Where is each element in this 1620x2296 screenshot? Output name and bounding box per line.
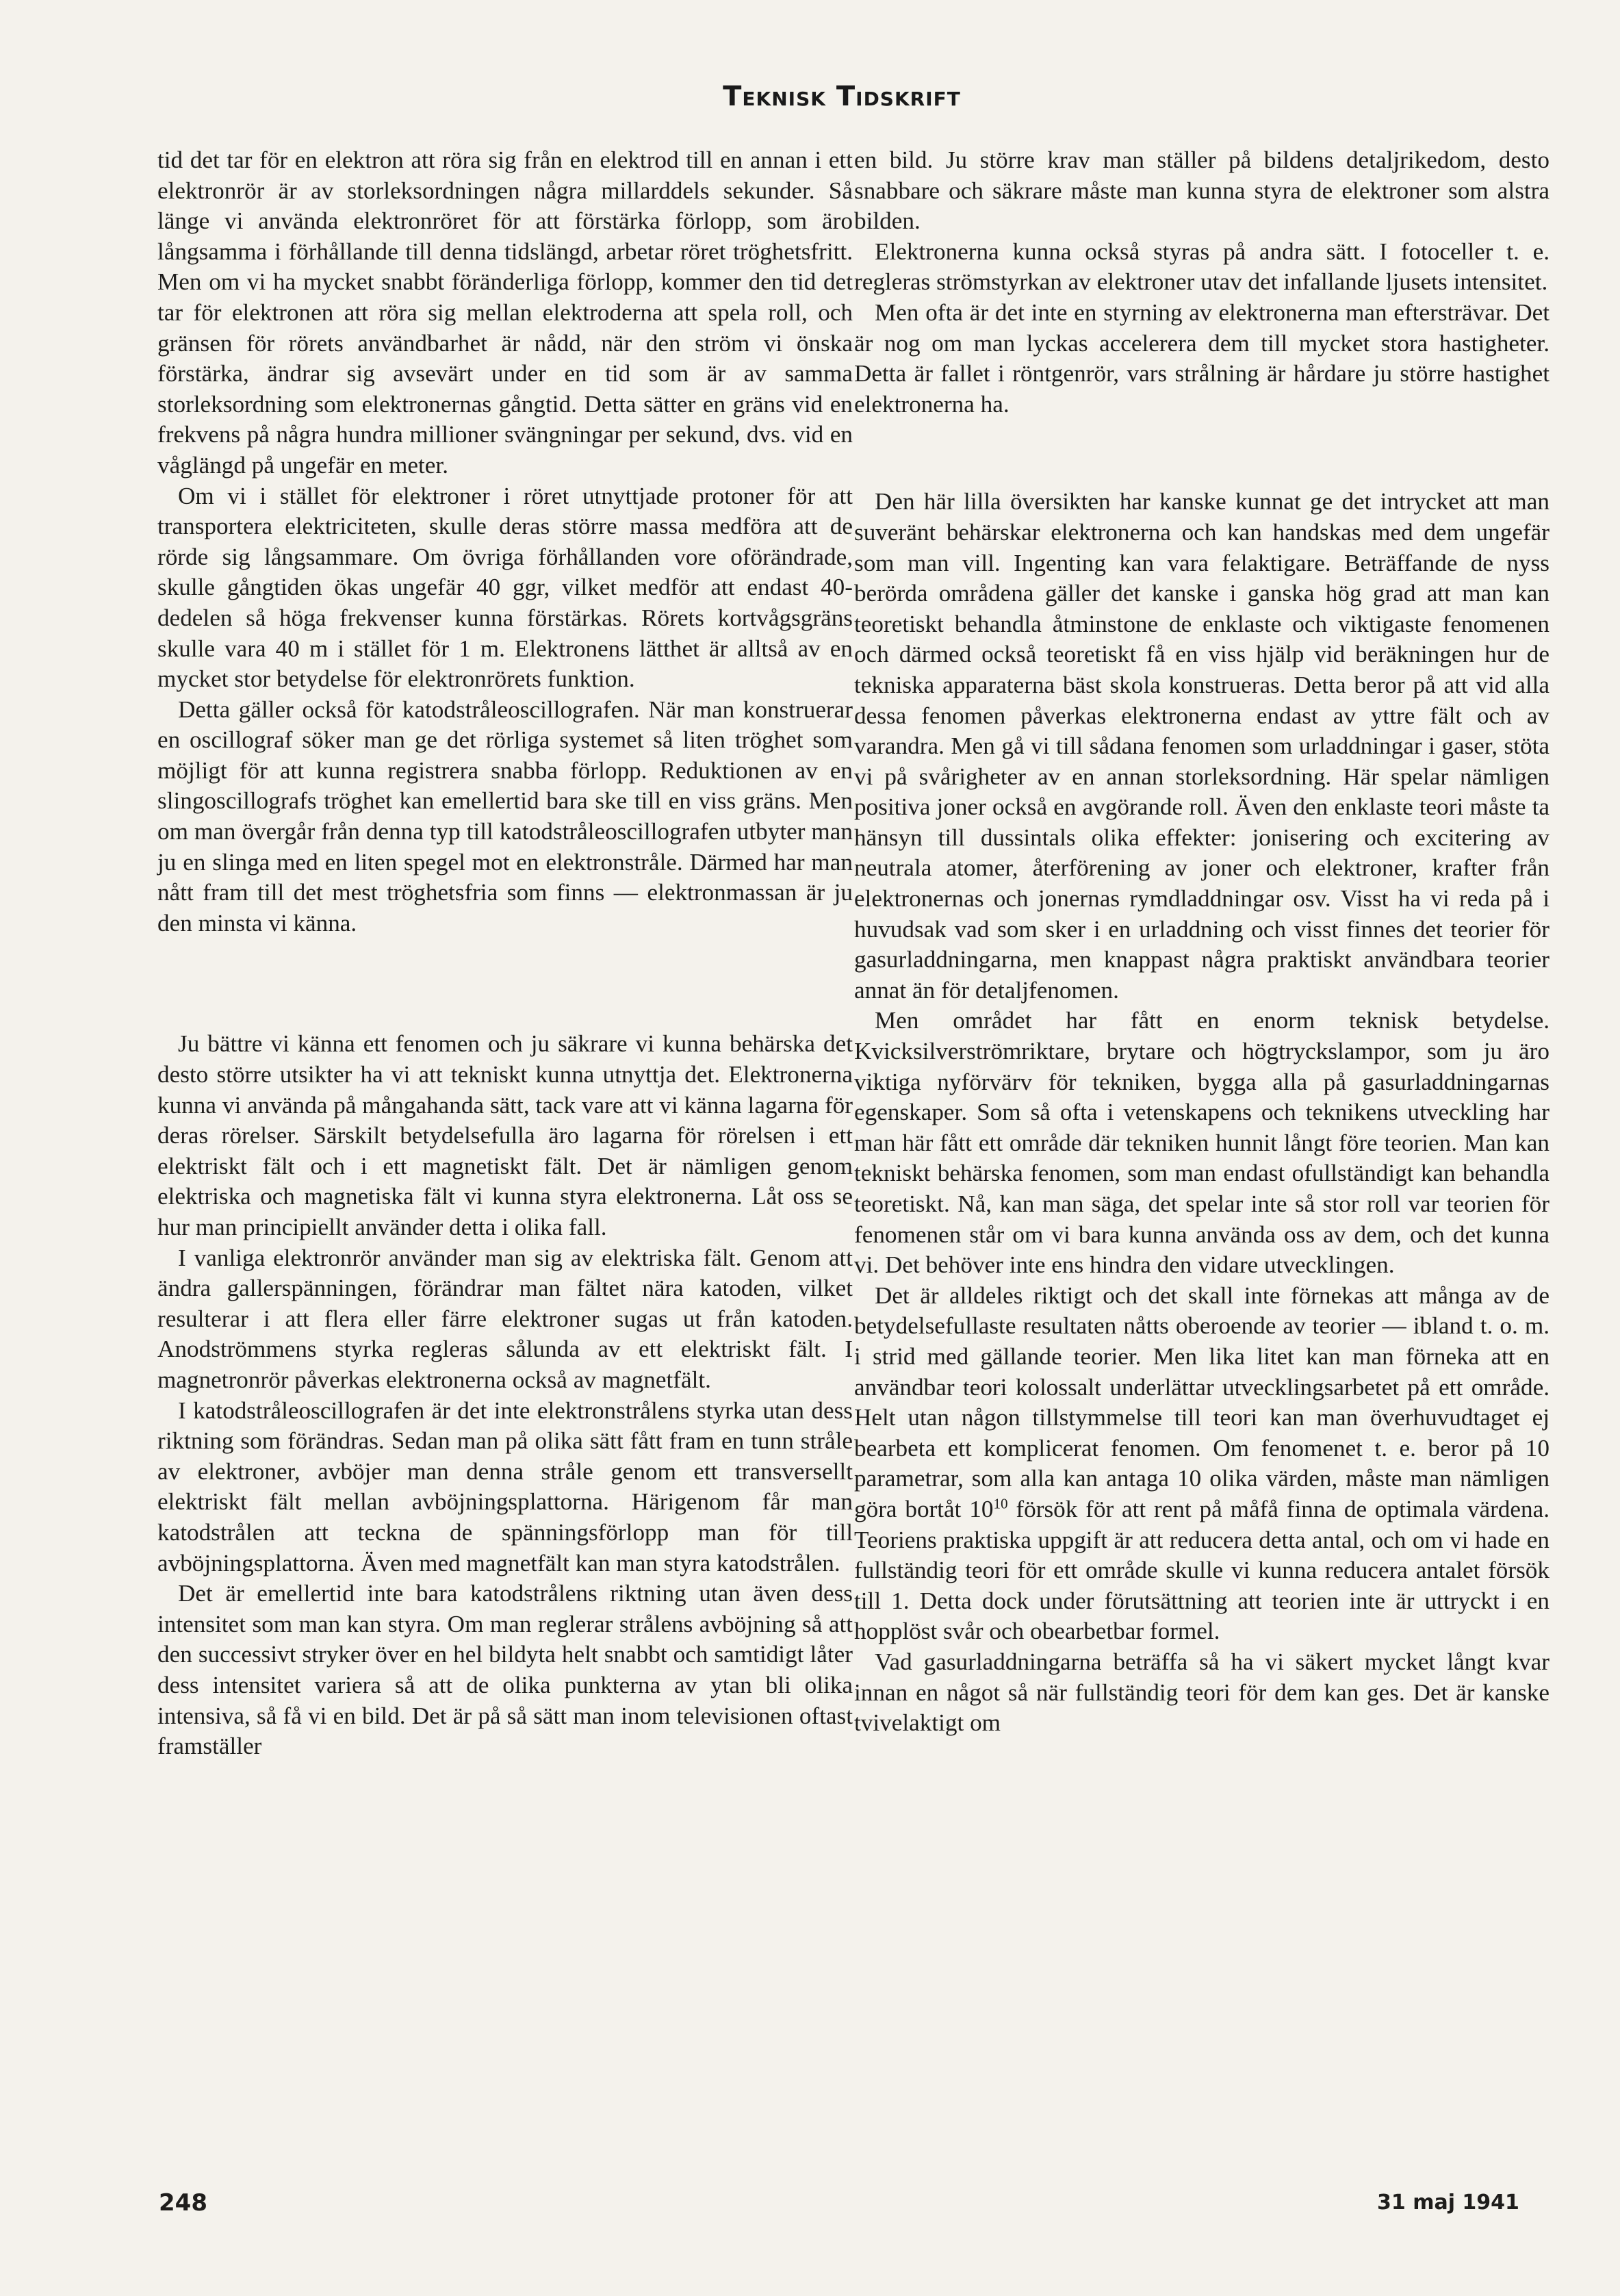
paragraph: I katodstråleoscillografen är det inte elektronstrålens styrka utan dess riktning som förändras. Sedan man på olika sätt fått fram en tunn stråle av elektroner, avböjer man denna stråle genom ett transversellt elektriskt fält mellan avböjningsplattorna. Härigenom får man katodstrålen att teckna de spänningsförlopp man för till avböjningsplattorna. Även med magnetfält kan man styra katodstrålen. <box>157 1396 853 1577</box>
paragraph-continuation: Teoriens praktiska uppgift är att reducera detta antal, och om vi hade en fullständig teori för ett område skulle vi kunna reducera antalet försök till 1. Detta dock under förutsättning att teorien inte är uttryckt i en hopplöst svår och obearbetbar formel. <box>854 1526 1550 1645</box>
paragraph: Ju bättre vi känna ett fenomen och ju säkrare vi kunna behärska det desto större utsikter ha vi att tekniskt kunna utnyttja det. Elektronerna kunna vi använda på mångahanda sätt, tack vare att vi känna lagarna för deras rörelser. Särskilt betydelsefulla äro lagarna för rörelsen i ett elektriskt fält och i ett magnetiskt fält. Det är nämligen genom elektriska och magnetiska fält vi kunna styra elektronerna. Låt oss se hur man principiellt använder detta i olika fall. <box>157 1030 853 1240</box>
paragraph: I vanliga elektronrör använder man sig av elektriska fält. Genom att ändra gallerspänningen, förändrar man fältet nära katoden, vilket resulterar i att flera eller färre elektroner sugas ut från katoden. Anodströmmens styrka regleras sålunda av ett elektriskt fält. I magnetronrör påverkas elektronerna också av magnetfält. <box>157 1244 853 1393</box>
paragraph: en bild. Ju större krav man ställer på bildens detaljrikedom, desto snabbare och säkrare måste man kunna styra de elektroner som alstra bilden. <box>854 146 1550 235</box>
formula-trailing-text: försök för att rent på måfå finna de optimala värdena. <box>1016 1495 1550 1522</box>
formula-base: 10 <box>969 1495 994 1522</box>
paragraph: Vad gasurladdningarna beträffa så ha vi säkert mycket långt kvar innan en något så när fullständig teori för dem kan ges. Det är kanske tvivelaktigt om <box>854 1648 1550 1737</box>
paragraph: tid det tar för en elektron att röra sig från en elektrod till en annan i ett elektronrör är av storleksordningen några millarddels sekunder. Så länge vi använda elektronröret för att förstärka förlopp, som äro långsamma i förhållande till denna tidslängd, arbetar röret tröghetsfritt. Men om vi ha mycket snabbt föränderliga förlopp, kommer den tid det tar för elektronen att röra sig mellan elektroderna att spela roll, och gränsen för rörets användbarhet är nådd, när den ström vi önska förstärka, ändrar sig avsevärt under en tid som är av samma storleksordning som elektronernas gångtid. Detta sätter en gräns vid en frekvens på några hundra millioner svängningar per sekund, dvs. vid en våglängd på ungefär en meter. <box>157 146 853 479</box>
paragraph-with-formula <box>854 1281 1550 1647</box>
paragraph: Det är emellertid inte bara katodstrålens riktning utan även dess intensitet som man kan styra. Om man reglerar strålens avböjning så att den successivt stryker över en hel bildyta helt snabbt och samtidigt låter dess intensitet variera så att de olika punkterna av ytan bli olika intensiva, så få vi en bild. Det är på så sätt man inom televisionen oftast framställer <box>157 1580 853 1760</box>
paragraph: Elektronerna kunna också styras på andra sätt. I fotoceller t. e. regleras strömstyrkan av elektroner utav det infallande ljusets intensitet. <box>854 238 1550 296</box>
page-number: 248 <box>159 2189 207 2217</box>
paragraph: Men området har fått en enorm teknisk betydelse. Kvicksilverströmriktare, brytare och högtryckslampor, som ju äro viktiga nyförvärv för tekniken, bygga alla på gasurladdningarnas egenskaper. Som så ofta i vetenskapens och teknikens utveckling har man här fått ett område där tekniken hunnit långt före teorien. Man kan tekniskt behärska fenomen, som man endast ofullständigt kan behandla teoretiskt. Nå, kan man säga, det spelar inte så stor roll var teorien för fenomenen står om vi bara kunna använda oss av dem, och det kunna vi. Det behöver inte ens hindra den vidare utvecklingen. <box>854 1007 1550 1279</box>
journal-header: Teknisk Tidskrift <box>723 81 961 112</box>
paragraph: Den här lilla översikten har kanske kunnat ge det intrycket att man suveränt behärskar elektronerna och kan handskas med dem ungefär som man vill. Ingenting kan vara felaktigare. Beträffande de nyss berörda områdena gäller det kanske i ganska hög grad att man kan teoretiskt behandla åtminstone de enklaste och viktigaste fenomenen och därmed också teoretiskt få en viss hjälp vid beräkningen hur de tekniska apparaterna bäst skola konstrueras. Detta beror på att vid alla dessa fenomen påverkas elektronerna endast av yttre fält och av varandra. Men gå vi till sådana fenomen som urladdningar i gaser, stöta vi på svårigheter av en annan storleksordning. Här spelar nämligen positiva joner också en avgörande roll. Även den enklaste teori måste ta hänsyn till dussintals olika effekter: jonisering och excitering av neutrala atomer, återförening av joner och elektroner, krafter från elektronernas och jonernas rymdladdningar osv. Visst ha vi reda på i huvudsak vad som sker i en urladdning och visst finnes det teorier för gasurladdningarna, men knappast några praktiskt användbara teorier annat än för detaljfenomen. <box>854 488 1550 1004</box>
formula-exponent: 10 <box>993 1495 1008 1512</box>
paragraph: Men ofta är det inte en styrning av elektronerna man eftersträvar. Det är nog om man lyckas accelerera dem till mycket stora hastigheter. Detta är fallet i röntgenrör, vars strålning är hårdare ju större hastighet elektronerna ha. <box>854 298 1550 418</box>
paragraph: Detta gäller också för katodstråleoscillografen. När man konstruerar en oscillograf söker man ge det rörliga systemet så liten tröghet som möjligt för att kunna registrera snabba förlopp. Reduktionen av en slingoscillografs tröghet kan emellertid bara ske till en viss gräns. Men om man övergår från denna typ till katodstråleoscillografen utbyter man ju en slinga med en liten spegel mot en elektronstråle. Därmed har man nått fram till det mest tröghetsfria som finns — elektronmassan är ju den minsta vi känna. <box>157 696 853 936</box>
issue-date: 31 maj 1941 <box>1377 2191 1519 2215</box>
right-column <box>854 145 1550 1739</box>
paragraph: Om vi i stället för elektroner i röret utnyttjade protoner för att transportera elektriciteten, skulle deras större massa medföra att de rörde sig långsammare. Om övriga förhållanden vore oförändrade, skulle gångtiden ökas ungefär 40 ggr, vilket medför att endast 40-dedelen så höga frekvenser kunna förstärkas. Rörets kortvågsgräns skulle vara 40 m i stället för 1 m. Elektronens lätthet är alltså av en mycket stor betydelse för elektronrörets funktion. <box>157 482 853 693</box>
paragraph-text: Det är alldeles riktigt och det skall inte förnekas att många av de betydelsefullaste resultaten nåtts oberoende av teorier — ibland t. o. m. i strid med gällande teorier. Men lika litet kan man förneka att en användbar teori kolossalt underlättar utvecklingsarbetet på ett område. Helt utan någon tillstymmelse till teori kan man överhuvudtaget ej bearbeta ett komplicerat fenomen. Om fenomenet t. e. beror på 10 parametrar, som alla kan antaga 10 olika värden, måste man nämligen göra bortåt <box>854 1281 1550 1522</box>
left-column <box>157 145 853 1762</box>
